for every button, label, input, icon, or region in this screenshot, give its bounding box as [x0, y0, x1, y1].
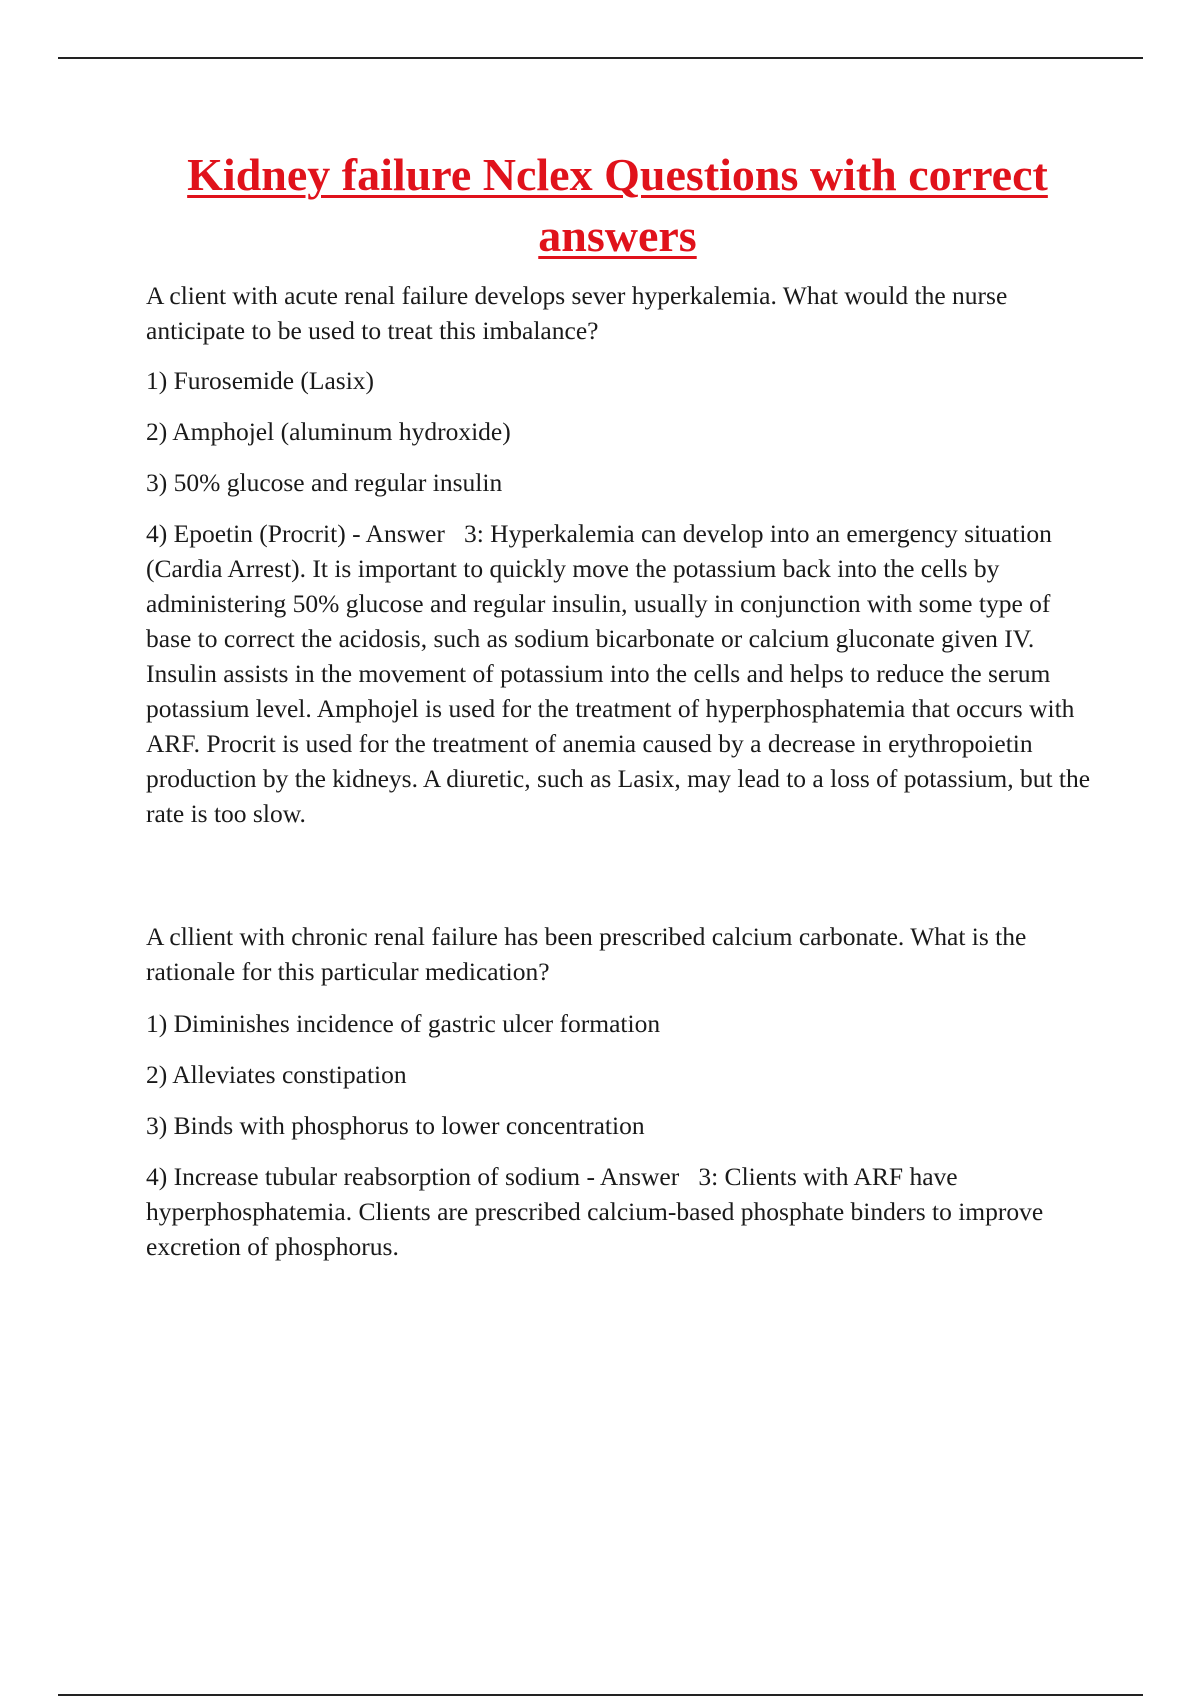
answer-option: 1) Diminishes incidence of gastric ulcer formation	[146, 1009, 661, 1038]
answer-option-with-rationale: 4) Epoetin (Procrit) - Answer 3: Hyperkalemia can develop into an emergency situation (Cardia Arrest). It is important to quickly move the potassium back into the cells by administering 50% glucose and regular insulin, usually in conjunction with some type of base to correct the acidosis, such as sodium bicarbonate or calcium gluconate given IV. Insulin assists in the movement of potassium into the cells and helps to reduce the serum potassium level. Amphojel is used for the treatment of hyperphosphatemia that occurs with ARF. Procrit is used for the treatment of anemia caused by a decrease in erythropoietin production by the kidneys. A diuretic, such as Lasix, may lead to a loss of potassium, but the rate is too slow.	[146, 519, 1097, 828]
document-body	[146, 278, 1096, 1264]
answer-option: 3) Binds with phosphorus to lower concentration	[146, 1111, 645, 1140]
bottom-rule	[58, 1694, 1143, 1696]
document-title: Kidney failure Nclex Questions with correct answers	[187, 149, 1048, 261]
answer-option-with-rationale: 4) Increase tubular reabsorption of sodium - Answer 3: Clients with ARF have hyperphosphatemia. Clients are prescribed calcium-based phosphate binders to improve excretion of phosphorus.	[146, 1162, 1050, 1261]
question-2	[146, 919, 1096, 1264]
answer-option: 2) Alleviates constipation	[146, 1060, 407, 1089]
answer-option: 2) Amphojel (aluminum hydroxide)	[146, 417, 511, 446]
answer-option: 1) Furosemide (Lasix)	[146, 366, 375, 395]
question-stem: A client with acute renal failure develops sever hyperkalemia. What would the nurse anticipate to be used to treat this imbalance?	[146, 281, 1008, 345]
question-stem: A cllient with chronic renal failure has been prescribed calcium carbonate. What is the rationale for this particular medication?	[146, 922, 1027, 986]
question-spacer	[146, 831, 1096, 919]
question-1	[146, 278, 1096, 831]
top-rule	[58, 57, 1143, 59]
answer-option: 3) 50% glucose and regular insulin	[146, 468, 503, 497]
